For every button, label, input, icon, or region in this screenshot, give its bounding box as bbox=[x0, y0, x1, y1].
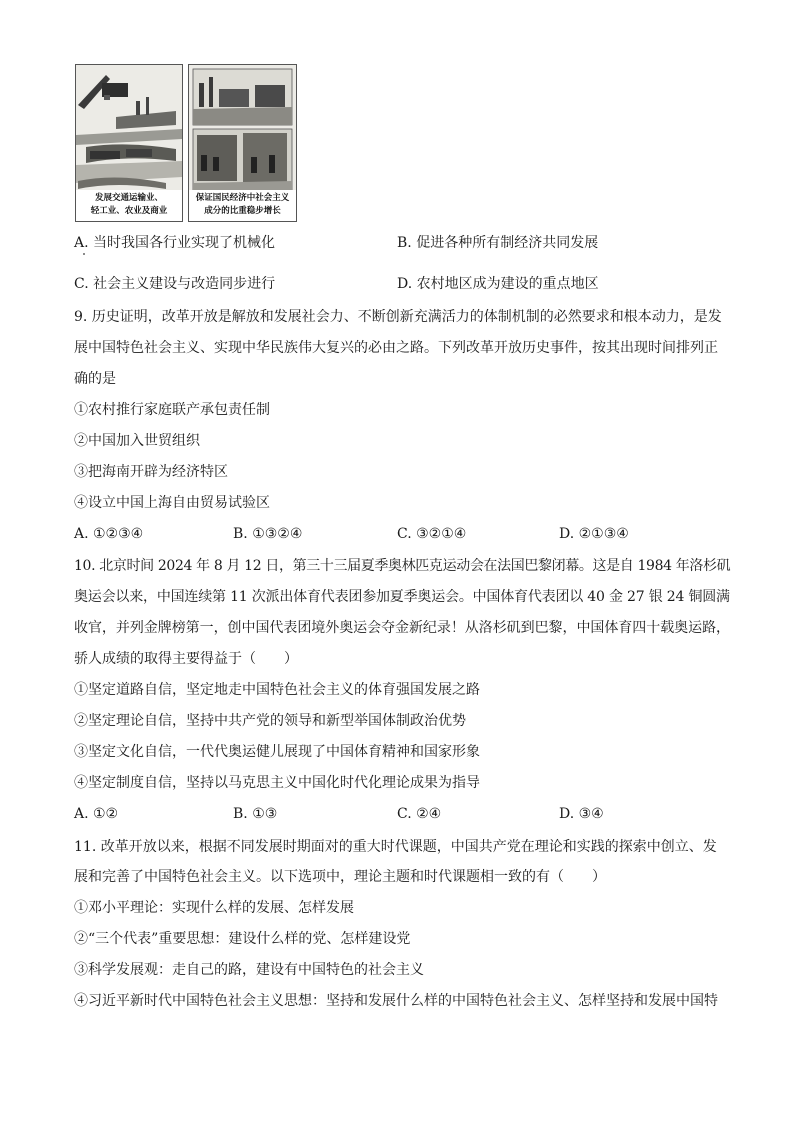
q10-item: ②坚定理论自信，坚持中共产党的领导和新型举国体制政治优势 bbox=[74, 713, 466, 729]
q11-stem-line: 展和完善了中国特色社会主义。以下选项中，理论主题和时代课题相一致的有（ ） bbox=[74, 869, 606, 885]
q9-item: ③把海南开辟为经济特区 bbox=[74, 464, 228, 480]
q10-option-d[interactable]: D. ③④ bbox=[559, 806, 604, 822]
poster-left bbox=[75, 64, 183, 222]
q10-option-a[interactable]: A. ①② bbox=[74, 806, 119, 822]
q9-item: ②中国加入世贸组织 bbox=[74, 433, 200, 449]
q11-item: ①邓小平理论：实现什么样的发展、怎样发展 bbox=[74, 900, 354, 916]
q11-stem-line: 11. 改革开放以来，根据不同发展时期面对的重大时代课题，中国共产党在理论和实践的探索中创立、发 bbox=[74, 839, 717, 855]
q10-item: ③坚定文化自信，一代代奥运健儿展现了中国体育精神和国家形象 bbox=[74, 744, 480, 760]
q9-item: ④设立中国上海自由贸易试验区 bbox=[74, 495, 270, 511]
poster-left-caption bbox=[76, 190, 182, 221]
poster-right-caption-line: 保证国民经济中社会主义 bbox=[195, 193, 290, 203]
q8-option-d[interactable]: D. 农村地区成为建设的重点地区 bbox=[397, 276, 599, 292]
q10-stem-line: 骄人成绩的取得主要得益于（ ） bbox=[74, 651, 298, 667]
q9-option-c[interactable]: C. ③②①④ bbox=[397, 526, 467, 542]
stray-dot bbox=[83, 253, 85, 255]
q10-stem-line: 奥运会以来，中国连续第 11 次派出体育代表团参加夏季奥运会。中国体育代表团以 40 金 27 银 24 铜圆满 bbox=[74, 589, 730, 605]
q10-stem-line: 10. 北京时间 2024 年 8 月 12 日，第三十三届夏季奥林匹克运动会在法国巴黎闭幕。这是自 1984 年洛杉矶 bbox=[74, 558, 731, 574]
q8-option-c[interactable]: C. 社会主义建设与改造同步进行 bbox=[74, 276, 276, 292]
q9-item: ①农村推行家庭联产承包责任制 bbox=[74, 402, 270, 418]
q10-option-c[interactable]: C. ②④ bbox=[397, 806, 442, 822]
q10-item: ④坚定制度自信，坚持以马克思主义中国化时代化理论成果为指导 bbox=[74, 775, 480, 791]
q9-option-a[interactable]: A. ①②③④ bbox=[74, 526, 144, 542]
q8-option-a[interactable]: A. 当时我国各行业实现了机械化 bbox=[74, 235, 276, 251]
q9-stem-line: 9. 历史证明，改革开放是解放和发展社会力、不断创新充满活力的体制机制的必然要求和根本动力，是发 bbox=[74, 309, 722, 325]
q10-stem-line: 收官，并列金牌榜第一，创中国代表团境外奥运会夺金新纪录！从洛杉矶到巴黎，中国体育四十载奥运路， bbox=[74, 620, 730, 636]
q9-option-d[interactable]: D. ②①③④ bbox=[559, 526, 629, 542]
poster-left-caption-line: 轻工业、农业及商业 bbox=[90, 206, 168, 216]
q10-option-b[interactable]: B. ①③ bbox=[233, 806, 278, 822]
poster-right-caption-line: 成分的比重稳步增长 bbox=[204, 206, 281, 216]
q10-item: ①坚定道路自信，坚定地走中国特色社会主义的体育强国发展之路 bbox=[74, 682, 480, 698]
q11-item: ③科学发展观：走自己的路，建设有中国特色的社会主义 bbox=[74, 962, 424, 978]
q9-stem-line: 展中国特色社会主义、实现中华民族伟大复兴的必由之路。下列改革开放历史事件，按其出现时间排列正 bbox=[74, 340, 718, 356]
q9-option-b[interactable]: B. ①③②④ bbox=[233, 526, 303, 542]
q11-item: ②“三个代表”重要思想：建设什么样的党、怎样建设党 bbox=[74, 931, 411, 947]
poster-right-caption bbox=[189, 190, 296, 221]
poster-left-caption-line: 发展交通运输业、 bbox=[94, 193, 163, 203]
poster-right bbox=[188, 64, 297, 222]
q9-stem-line: 确的是 bbox=[74, 371, 116, 387]
q11-item: ④习近平新时代中国特色社会主义思想：坚持和发展什么样的中国特色社会主义、怎样坚持和发展中国特 bbox=[74, 993, 718, 1009]
q8-option-b[interactable]: B. 促进各种所有制经济共同发展 bbox=[397, 235, 599, 251]
